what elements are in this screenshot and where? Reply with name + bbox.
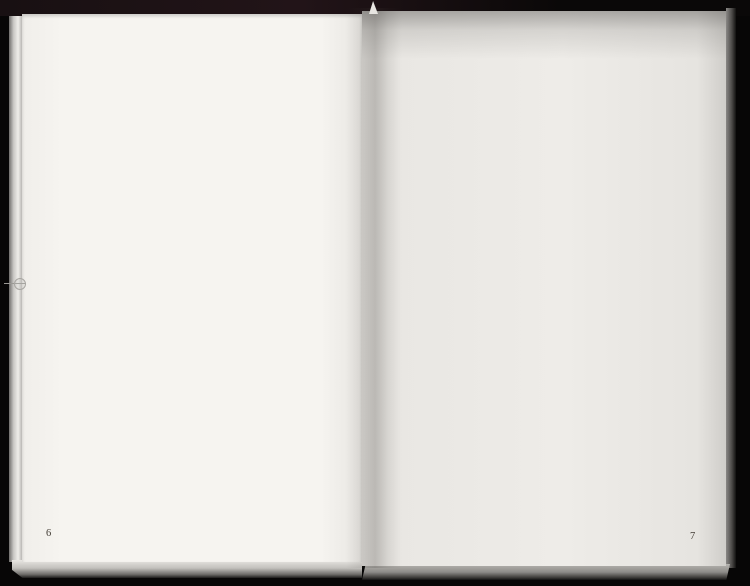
edge-clip-icon — [4, 276, 26, 290]
page-block-bottom-edge-left — [12, 560, 362, 578]
clip-ring — [14, 278, 26, 290]
page-corner-sliver — [369, 1, 378, 14]
right-page — [362, 11, 726, 566]
book-cover-right-edge — [726, 8, 736, 568]
left-page — [22, 14, 362, 562]
right-page-number: 7 — [690, 531, 696, 542]
left-page-number: 6 — [46, 528, 52, 539]
page-block-bottom-edge-right — [362, 564, 730, 580]
